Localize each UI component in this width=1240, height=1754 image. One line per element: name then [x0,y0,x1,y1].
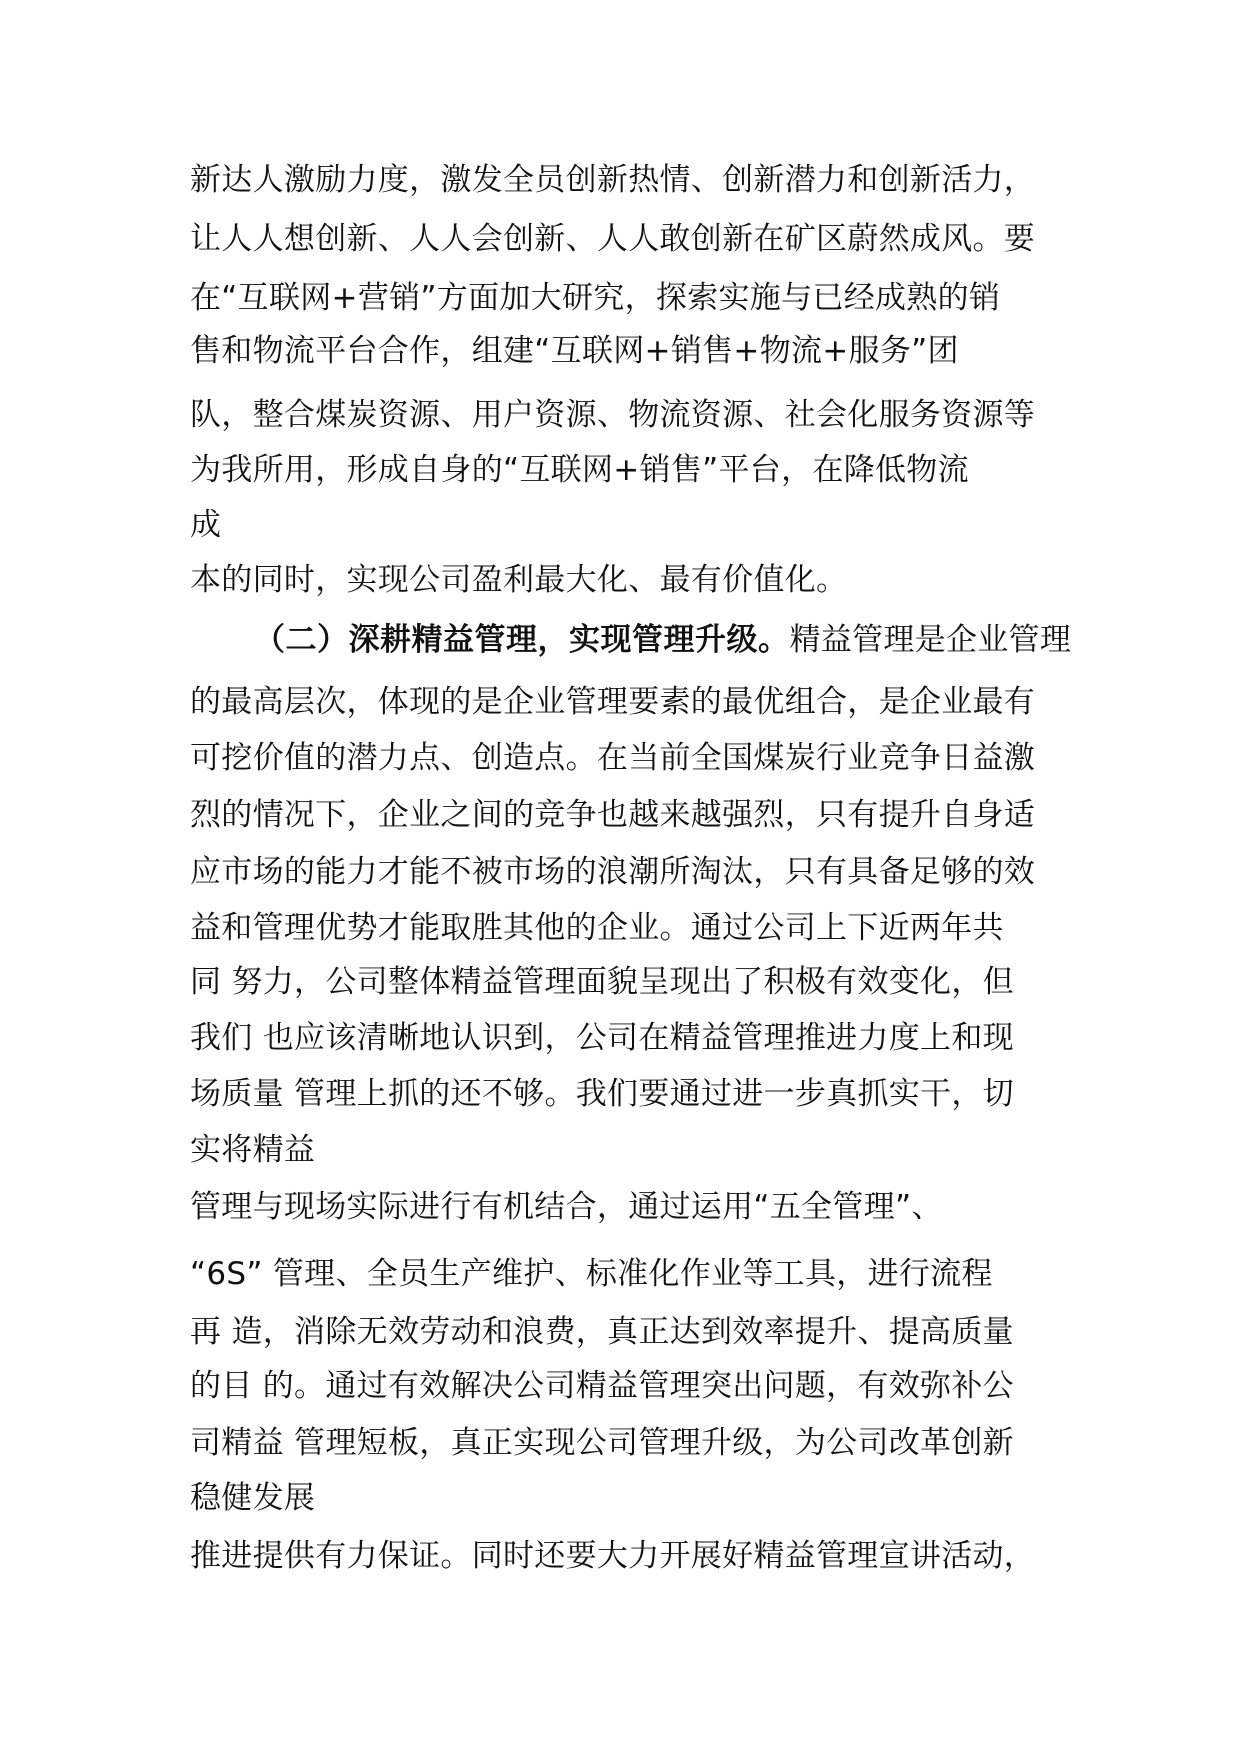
paragraph-line: 场质量 管理上抓的还不够。我们要通过进一步真抓实干，切 [190,1076,1014,1112]
paragraph-line: 司精益 管理短板，真正实现公司管理升级，为公司改革创新 [190,1425,1014,1461]
paragraph-line: 成 [190,507,222,543]
paragraph-line: 本的同时，实现公司盈利最大化、最有价值化。 [190,562,848,598]
paragraph-line: “6S” 管理、全员生产维护、标准化作业等工具，进行流程 [190,1256,993,1292]
paragraph-line: 实将精益 [190,1132,316,1168]
paragraph-line: 让人人想创新、人人会创新、人人敢创新在矿区蔚然成风。要 [190,221,1036,257]
paragraph-line: 新达人激励力度，激发全员创新热情、创新潜力和创新活力， [190,162,1036,198]
paragraph-line: 在“互联网+营销”方面加大研究，探索实施与已经成熟的销 [190,280,1001,316]
paragraph-line: 同 努力，公司整体精益管理面貌呈现出了积极有效变化，但 [190,964,1014,1000]
paragraph-line: 的目 的。通过有效解决公司精益管理突出问题，有效弥补公 [190,1368,1014,1404]
paragraph-line: 推进提供有力保证。同时还要大力开展好精益管理宣讲活动， [190,1538,1036,1574]
paragraph-line: 稳健发展 [190,1480,316,1516]
paragraph-line: 应市场的能力才能不被市场的浪潮所淘汰，只有具备足够的效 [190,854,1036,890]
section-heading-tail: 精益管理是企业管理 [789,622,1072,658]
section-heading: （二）深耕精益管理，实现管理升级。 [254,622,790,658]
paragraph-line: 队，整合煤炭资源、用户资源、物流资源、社会化服务资源等 [190,397,1036,433]
paragraph-line: 为我所用，形成自身的“互联网+销售”平台，在降低物流 [190,452,969,488]
section-heading-line [254,620,1071,660]
paragraph-line: 管理与现场实际进行有机结合，通过运用“五全管理”、 [190,1189,943,1225]
paragraph-line: 售和物流平台合作，组建“互联网+销售+物流+服务”团 [190,333,959,369]
paragraph-line: 的最高层次，体现的是企业管理要素的最优组合，是企业最有 [190,684,1036,720]
paragraph-line: 可挖价值的潜力点、创造点。在当前全国煤炭行业竞争日益激 [190,740,1036,776]
paragraph-line: 再 造，消除无效劳动和浪费，真正达到效率提升、提高质量 [190,1314,1014,1350]
paragraph-line: 我们 也应该清晰地认识到，公司在精益管理推进力度上和现 [190,1020,1014,1056]
paragraph-line: 益和管理优势才能取胜其他的企业。通过公司上下近两年共 [190,910,1004,946]
paragraph-line: 烈的情况下，企业之间的竞争也越来越强烈，只有提升自身适 [190,797,1036,833]
